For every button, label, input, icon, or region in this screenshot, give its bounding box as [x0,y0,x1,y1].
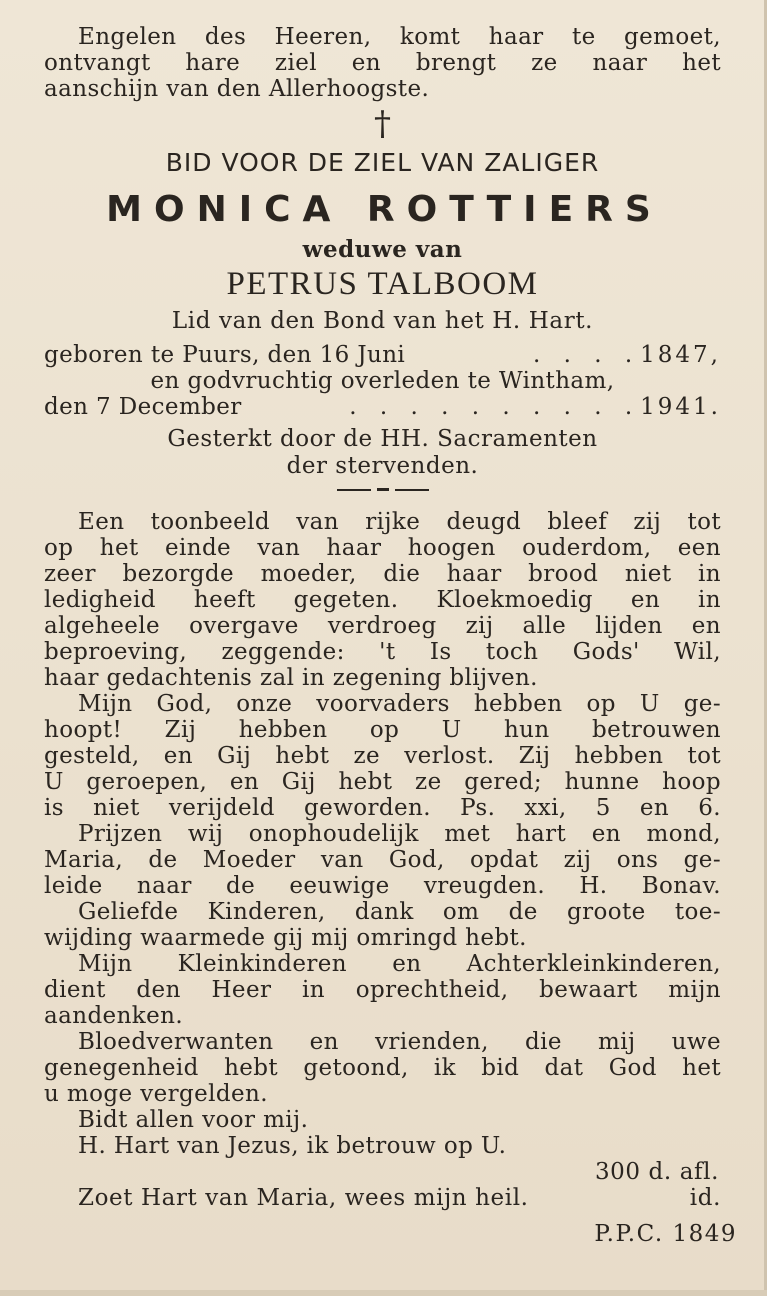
text-line: dient den Heer in oprechtheid, bewaart mijn [44,977,721,1003]
paragraph-grandchildren [44,951,721,1029]
text-line: Bloedverwanten en vrienden, die mij uwe [78,1029,721,1055]
text-line: algeheele overgave verdroeg zij alle lijden en [44,613,721,639]
text-line: wijding waarmede gij mij omringd hebt. [44,925,527,951]
text-line: u moge vergelden. [44,1081,268,1107]
widow-of: weduwe van [302,236,463,263]
intro-line: ontvangt hare ziel en brengt ze naar het [44,50,721,76]
death-place: en godvruchtig overleden te Wintham, [150,368,615,394]
birth-dots: . . . . [532,342,641,368]
paragraph-virtue [44,509,721,691]
sacraments-line: Gesterkt door de HH. Sacramenten [167,426,598,452]
death-dots: . . . . . . . . . . [349,394,641,420]
card-bottom-edge [0,1290,767,1296]
cross-icon: † [374,104,391,144]
membership: Lid van den Bond van het H. Hart. [171,308,594,334]
divider [44,488,721,491]
text-line: leide naar de eeuwige vreugden. H. Bonav. [44,873,721,899]
bid-heading: BID VOOR DE ZIEL VAN ZALIGER [165,148,600,177]
death-text: den 7 December [44,394,242,420]
paragraph-psalm [44,691,721,821]
divider-rule [395,489,429,491]
text-line: haar gedachtenis zal in zegening blijven. [44,665,538,691]
husband-name: PETRUS TALBOOM [226,266,539,302]
pray-line: Bidt allen voor mij. [78,1107,309,1133]
text-line: hoopt! Zij hebben op U hun betrouwen [44,717,721,743]
mary-prayer: Zoet Hart van Maria, wees mijn heil. [78,1185,529,1211]
text-line: op het einde van haar hoogen ouderdom, een [44,535,721,561]
birth-year: 1847, [640,342,721,368]
text-line: zeer bezorgde moeder, die haar brood niet in [44,561,721,587]
text-line: Maria, de Moeder van God, opdat zij ons ge- [44,847,721,873]
intro-verse [44,24,721,50]
text-line: Geliefde Kinderen, dank om de groote toe- [78,899,721,925]
text-line: is niet verijdeld geworden. Ps. xxi, 5 en 6. [44,795,721,821]
text-line: U geroepen, en Gij hebt ze gered; hunne hoop [44,769,721,795]
text-line: aandenken. [44,1003,184,1029]
text-line: beproeving, zeggende: 't Is toch Gods' Wil, [44,639,721,665]
intro-line: aanschijn van den Allerhoogste. [44,76,430,102]
sacred-heart-line: H. Hart van Jezus, ik betrouw op U. [78,1133,507,1159]
indulgence-300: 300 d. afl. [594,1159,719,1185]
birth-line [44,342,721,368]
paragraph-mary [44,821,721,899]
divider-dash [377,488,389,491]
paragraph-children [44,899,721,951]
death-line [44,394,721,420]
text-line: Een toonbeeld van rijke deugd bleef zij tot [78,509,721,535]
death-year: 1941. [640,394,721,420]
closing-prayers [44,1107,721,1159]
paragraph-relatives [44,1029,721,1107]
text-line: Mijn God, onze voorvaders hebben op U ge- [78,691,721,717]
sacraments [44,426,721,480]
sacraments-line: der stervenden. [286,453,479,479]
text-line: Prijzen wij onophoudelijk met hart en mond, [78,821,721,847]
intro-verse-rest [44,50,721,102]
printer-code: P.P.C. 1849 [594,1221,737,1247]
divider-rule [337,489,371,491]
deceased-name: MONICA ROTTIERS [106,189,663,230]
text-line: gesteld, en Gij hebt ze verlost. Zij hebben tot [44,743,721,769]
mary-prayer-row [44,1185,721,1211]
birth-text: geboren te Puurs, den 16 Juni [44,342,406,368]
indulgence-id: id. [689,1185,721,1211]
intro-line: Engelen des Heeren, komt haar te gemoet, [78,24,721,50]
text-line: ledigheid heeft gegeten. Kloekmoedig en in [44,587,721,613]
text-line: genegenheid hebt getoond, ik bid dat God het [44,1055,721,1081]
text-line: Mijn Kleinkinderen en Achterkleinkinderen, [78,951,721,977]
life-dates [44,342,721,420]
